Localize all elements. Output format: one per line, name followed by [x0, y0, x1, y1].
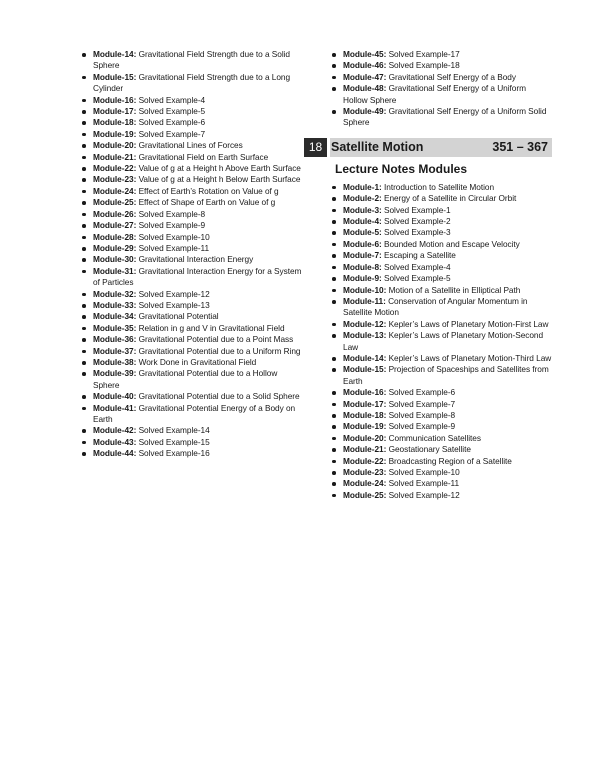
module-item [80, 368, 302, 391]
chapter-header [308, 138, 552, 157]
module-title: Gravitational Interaction Energy [138, 254, 254, 265]
section-title: Lecture Notes Modules [335, 161, 468, 176]
module-title: Solved Example-4 [384, 261, 451, 272]
module-title: Solved Example-6 [138, 117, 206, 128]
module-title: Solved Example-16 [138, 448, 210, 459]
module-label: Module-21: [343, 444, 387, 455]
module-title: Solved Example-17 [388, 49, 460, 59]
module-label: Module-2: [343, 193, 382, 204]
module-label: Module-35: [93, 322, 137, 333]
left-column [80, 49, 302, 460]
module-title: Kepler’s Laws of Planetary Motion-Second Law [343, 330, 544, 352]
module-label: Module-17: [93, 106, 137, 117]
module-item [80, 163, 302, 174]
module-title: Solved Example-10 [388, 467, 460, 477]
module-title: Solved Example-12 [388, 489, 460, 500]
module-title: Kepler’s Laws of Planetary Motion-Third Law [388, 352, 552, 363]
chapter-module-list [330, 182, 552, 501]
module-title: Gravitational Potential [138, 311, 219, 322]
module-item [80, 448, 302, 459]
module-label: Module-18: [93, 117, 137, 128]
module-title: Gravitational Lines of Forces [138, 140, 243, 151]
module-title: Solved Example-9 [138, 220, 206, 231]
module-title: Introduction to Satellite Motion [384, 181, 495, 192]
module-label: Module-10: [343, 284, 387, 295]
module-item [80, 186, 302, 197]
module-item [330, 467, 552, 478]
module-title: Solved Example-6 [388, 387, 456, 398]
module-item [80, 152, 302, 163]
module-item [80, 140, 302, 151]
module-title: Work Done in Gravitational Field [138, 356, 257, 367]
module-label: Module-46: [343, 60, 387, 71]
module-item [330, 250, 552, 261]
module-title: Value of g at a Height h Below Earth Surface [138, 174, 301, 185]
module-item [330, 387, 552, 398]
module-item [330, 239, 552, 250]
module-title: Solved Example-1 [384, 204, 451, 215]
module-label: Module-29: [93, 242, 137, 253]
module-label: Module-15: [343, 364, 387, 375]
module-item [330, 216, 552, 227]
module-item [80, 346, 302, 357]
module-item [330, 193, 552, 204]
module-label: Module-48: [343, 83, 387, 94]
module-item [80, 266, 302, 289]
module-label: Module-43: [93, 436, 137, 447]
module-title: Communication Satellites [388, 432, 481, 443]
module-title: Bounded Motion and Escape Velocity [384, 238, 520, 249]
module-title: Gravitational Self Energy of a Uniform Hollow Sphere [343, 83, 526, 105]
module-title: Solved Example-9 [388, 421, 456, 432]
module-title: Solved Example-14 [138, 425, 210, 436]
module-title: Gravitational Field Strength due to a Solid Sphere [93, 49, 290, 71]
module-label: Module-15: [93, 71, 137, 82]
module-title: Motion of a Satellite in Elliptical Path [388, 284, 521, 295]
module-label: Module-38: [93, 356, 137, 367]
module-label: Module-40: [93, 391, 137, 402]
module-label: Module-41: [93, 402, 137, 413]
module-label: Module-39: [93, 368, 137, 379]
module-title: Solved Example-11 [388, 478, 460, 489]
module-item [330, 262, 552, 273]
module-label: Module-26: [93, 208, 137, 219]
module-title: Gravitational Potential due to a Point Mass [138, 334, 294, 345]
module-item [80, 300, 302, 311]
module-label: Module-49: [343, 106, 387, 117]
module-label: Module-47: [343, 71, 387, 82]
module-item [330, 227, 552, 238]
module-item [330, 444, 552, 455]
module-item [330, 433, 552, 444]
module-item [80, 117, 302, 128]
module-item [330, 72, 552, 83]
module-item [80, 403, 302, 426]
module-title: Solved Example-3 [384, 227, 451, 238]
module-title: Gravitational Potential due to a Solid Sphere [138, 391, 300, 402]
module-title: Value of g at a Height h Above Earth Surface [138, 163, 301, 174]
module-title: Conservation of Angular Momentum in Satellite Motion [343, 295, 528, 318]
module-label: Module-13: [343, 330, 387, 341]
module-item [80, 106, 302, 117]
module-label: Module-25: [93, 197, 137, 208]
module-title: Gravitational Potential Energy of a Body on Earth [93, 402, 296, 424]
module-item [80, 49, 302, 72]
module-title: Solved Example-12 [138, 288, 210, 299]
module-item [330, 353, 552, 364]
module-label: Module-23: [93, 174, 137, 185]
module-label: Module-4: [343, 216, 382, 227]
module-label: Module-1: [343, 181, 382, 192]
module-label: Module-16: [343, 387, 387, 398]
module-title: Solved Example-13 [138, 299, 210, 310]
module-item [330, 490, 552, 501]
module-item [80, 334, 302, 345]
module-item [80, 311, 302, 322]
module-label: Module-14: [93, 49, 137, 59]
module-item [330, 296, 552, 319]
module-label: Module-31: [93, 265, 137, 276]
module-label: Module-11: [343, 295, 386, 306]
module-title: Solved Example-5 [384, 273, 451, 284]
module-label: Module-20: [93, 140, 137, 151]
module-label: Module-12: [343, 318, 387, 329]
module-label: Module-22: [93, 163, 137, 174]
left-module-list [80, 49, 302, 460]
module-item [80, 437, 302, 448]
module-item [80, 220, 302, 231]
module-label: Module-22: [343, 455, 387, 466]
module-label: Module-19: [343, 421, 387, 432]
module-item [80, 289, 302, 300]
module-item [330, 60, 552, 71]
module-title: Escaping a Satellite [384, 250, 456, 261]
module-label: Module-8: [343, 261, 382, 272]
module-title: Solved Example-7 [388, 398, 456, 409]
module-item [80, 254, 302, 265]
module-item [80, 425, 302, 436]
module-item [330, 421, 552, 432]
module-title: Solved Example-5 [138, 106, 206, 117]
module-title: Solved Example-18 [388, 60, 460, 71]
module-item [330, 205, 552, 216]
module-label: Module-16: [93, 94, 137, 105]
chapter-title: Satellite Motion [331, 140, 424, 155]
module-title: Solved Example-8 [388, 409, 456, 420]
module-title: Projection of Spaceships and Satellites from Earth [343, 364, 549, 386]
module-label: Module-14: [343, 352, 387, 363]
module-label: Module-6: [343, 238, 382, 249]
module-label: Module-28: [93, 231, 137, 242]
module-item [80, 129, 302, 140]
module-label: Module-37: [93, 345, 137, 356]
module-title: Gravitational Self Energy of a Body [388, 71, 516, 82]
module-item [330, 83, 552, 106]
module-title: Gravitational Self Energy of a Uniform Solid Sphere [343, 106, 547, 128]
module-title: Effect of Shape of Earth on Value of g [138, 197, 276, 208]
module-title: Relation in g and V in Gravitational Field [138, 322, 285, 333]
module-title: Geostationary Satellite [388, 444, 471, 455]
module-label: Module-3: [343, 204, 382, 215]
module-label: Module-18: [343, 409, 387, 420]
module-label: Module-27: [93, 220, 137, 231]
module-label: Module-9: [343, 273, 382, 284]
module-item [330, 319, 552, 330]
module-item [330, 49, 552, 60]
right-module-list [330, 49, 552, 129]
module-item [80, 72, 302, 95]
module-title: Solved Example-2 [384, 216, 451, 227]
chapter-page-range: 351 – 367 [492, 140, 548, 155]
module-item [330, 410, 552, 421]
module-item [80, 232, 302, 243]
module-item [80, 243, 302, 254]
module-item [330, 478, 552, 489]
module-title: Broadcasting Region of a Satellite [388, 455, 512, 466]
module-title: Gravitational Field Strength due to a Long Cylinder [93, 71, 291, 94]
module-item [80, 95, 302, 106]
module-item [330, 106, 552, 129]
module-label: Module-30: [93, 254, 137, 265]
module-label: Module-23: [343, 467, 387, 477]
module-label: Module-44: [93, 448, 137, 459]
module-title: Effect of Earth’s Rotation on Value of g [138, 185, 279, 196]
module-label: Module-33: [93, 299, 137, 310]
module-title: Solved Example-8 [138, 208, 206, 219]
module-item [330, 364, 552, 387]
module-label: Module-24: [93, 185, 137, 196]
module-title: Energy of a Satellite in Circular Orbit [384, 193, 517, 204]
module-title: Gravitational Interaction Energy for a System of Particles [93, 265, 302, 288]
module-title: Gravitational Potential due to a Hollow Sphere [93, 368, 278, 390]
module-item [330, 399, 552, 410]
module-label: Module-42: [93, 425, 137, 436]
module-item [330, 330, 552, 353]
module-label: Module-32: [93, 288, 137, 299]
module-item [80, 197, 302, 208]
module-label: Module-17: [343, 398, 387, 409]
module-label: Module-5: [343, 227, 382, 238]
module-item [330, 285, 552, 296]
module-item [80, 209, 302, 220]
module-title: Solved Example-10 [138, 231, 210, 242]
module-label: Module-45: [343, 49, 387, 59]
module-title: Solved Example-4 [138, 94, 206, 105]
module-label: Module-21: [93, 151, 137, 162]
module-title: Gravitational Potential due to a Uniform Ring [138, 345, 301, 356]
module-label: Module-25: [343, 489, 387, 500]
module-label: Module-7: [343, 250, 382, 261]
right-column [308, 49, 552, 501]
module-item [80, 174, 302, 185]
module-title: Kepler’s Laws of Planetary Motion-First Law [388, 318, 549, 329]
module-title: Solved Example-11 [138, 242, 210, 253]
module-title: Gravitational Field on Earth Surface [138, 151, 269, 162]
module-label: Module-24: [343, 478, 387, 489]
module-item [330, 182, 552, 193]
module-item [330, 273, 552, 284]
module-label: Module-36: [93, 334, 137, 345]
module-item [80, 357, 302, 368]
module-label: Module-19: [93, 128, 137, 139]
module-label: Module-20: [343, 432, 387, 443]
chapter-number: 18 [304, 138, 327, 157]
module-item [80, 391, 302, 402]
module-title: Solved Example-7 [138, 128, 206, 139]
module-item [330, 456, 552, 467]
module-item [80, 323, 302, 334]
module-title: Solved Example-15 [138, 436, 210, 447]
module-label: Module-34: [93, 311, 137, 322]
